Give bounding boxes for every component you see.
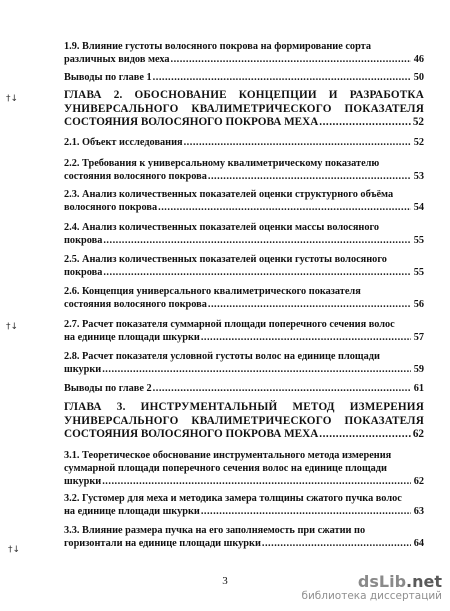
toc-entry-text: 2.5. Анализ количественных показателей оценки густоты волосяного [64, 254, 387, 265]
toc-entry-text: УНИВЕРСАЛЬНОГО КВАЛИМЕТРИЧЕСКОГО ПОКАЗАТЕЛЯ [64, 414, 424, 427]
toc-page-number: 56 [413, 299, 424, 310]
leader-dots [102, 363, 411, 376]
toc-entry-3-1[interactable] [64, 449, 424, 488]
toc-entry-text: Выводы по главе 2 [64, 383, 152, 394]
leader-dots [102, 475, 411, 488]
toc-entry-text: 2.1. Объект исследования [64, 137, 183, 148]
toc-entry-text: горизонтали на единице площади шкурки [64, 538, 261, 549]
toc-entry-text: 3.3. Влияние размера пучка на его заполняемость при сжатии по [64, 525, 366, 536]
toc-entry-text: на единице площади шкурки [64, 506, 200, 517]
toc-entry-text: волосяного покрова [64, 202, 158, 213]
toc-page-number: 52 [412, 116, 424, 128]
toc-entry-chapter-2[interactable] [64, 89, 424, 130]
toc-entry-conclusions-1[interactable] [64, 71, 424, 84]
toc-entry-text: на единице площади шкурки [64, 332, 200, 343]
toc-entry-text: 2.6. Концепция универсального квалиметрического показателя [64, 286, 361, 297]
toc-page-number: 55 [413, 235, 424, 246]
toc-entry-text: УНИВЕРСАЛЬНОГО КВАЛИМЕТРИЧЕСКОГО ПОКАЗАТЕЛЯ [64, 102, 424, 115]
leader-dots [153, 382, 411, 395]
toc-entry-text: ГЛАВА 2. ОБОСНОВАНИЕ КОНЦЕПЦИИ И РАЗРАБОТКА [64, 89, 424, 101]
toc-entry-text: 2.2. Требования к универсальному квалиметрическому показателю [64, 158, 380, 169]
margin-scan-mark: †↓ [6, 322, 19, 332]
margin-scan-mark: †↓ [6, 94, 19, 104]
leader-dots [262, 537, 411, 550]
toc-entry-text: СОСТОЯНИЯ ВОЛОСЯНОГО ПОКРОВА МЕХА [64, 428, 319, 440]
toc-entry-text: различных видов меха [64, 54, 170, 65]
toc-page-number: 57 [413, 332, 424, 343]
toc-entry-2-6[interactable] [64, 285, 424, 311]
site-logo[interactable] [301, 573, 442, 602]
logo-subtitle: библиотека диссертаций [301, 590, 442, 602]
toc-page-number: 64 [413, 538, 424, 549]
toc-entry-3-3[interactable] [64, 524, 424, 550]
toc-entry-2-7[interactable] [64, 318, 424, 344]
margin-scan-mark: †↓ [8, 545, 21, 555]
leader-dots [208, 170, 411, 183]
toc-page-number: 61 [413, 383, 424, 394]
toc-page-number: 55 [413, 267, 424, 278]
leader-dots [201, 331, 411, 344]
toc-entry-text: Выводы по главе 1 [64, 72, 152, 83]
toc-page-number: 46 [413, 54, 424, 65]
toc-entry-text: СОСТОЯНИЯ ВОЛОСЯНОГО ПОКРОВА МЕХА [64, 116, 319, 128]
leader-dots [208, 298, 411, 311]
toc-entry-text: ГЛАВА 3. ИНСТРУМЕНТАЛЬНЫЙ МЕТОД ИЗМЕРЕНИЯ [64, 401, 424, 413]
leader-dots [319, 116, 411, 130]
toc-entry-text: 3.1. Теоретическое обоснование инструментального метода измерения [64, 450, 392, 461]
leader-dots [103, 234, 411, 247]
logo-brand [301, 573, 442, 590]
logo-brand-tld: .net [406, 572, 442, 591]
toc-page-number: 59 [413, 364, 424, 375]
toc-entry-text: состояния волосяного покрова [64, 171, 207, 182]
toc-entry-2-3[interactable] [64, 188, 424, 214]
toc-entry-text: 3.2. Густомер для меха и методика замера толщины сжатого пучка волос [64, 493, 402, 504]
toc-entry-text: шкурки [64, 364, 102, 375]
toc-entry-2-2[interactable] [64, 157, 424, 183]
toc-page-number: 50 [413, 72, 424, 83]
logo-brand-main: dsLib [357, 572, 407, 591]
toc-entry-2-8[interactable] [64, 350, 424, 376]
toc-page-number: 63 [413, 506, 424, 517]
toc-entry-text: суммарной площади поперечного сечения волос на единице площади [64, 463, 387, 474]
toc-entry-text: состояния волосяного покрова [64, 299, 207, 310]
leader-dots [158, 201, 411, 214]
toc-page-number: 53 [413, 171, 424, 182]
toc-entry-chapter-3[interactable] [64, 401, 424, 442]
toc-entry-text: 1.9. Влияние густоты волосяного покрова на формирование сорта [64, 41, 371, 52]
toc-entry-text: покрова [64, 235, 103, 246]
toc-page-number: 52 [413, 137, 424, 148]
toc-entry-text: покрова [64, 267, 103, 278]
page-number: 3 [222, 575, 228, 587]
toc-entry-2-1[interactable] [64, 136, 424, 149]
toc-page-number: 62 [412, 428, 424, 440]
toc-entry-text: 2.8. Расчет показателя условной густоты волос на единице площади [64, 351, 380, 362]
leader-dots [171, 53, 412, 66]
toc-entry-text: 2.7. Расчет показателя суммарной площади поперечного сечения волос [64, 319, 395, 330]
toc-page-number: 62 [413, 476, 424, 487]
toc-entry-text: 2.3. Анализ количественных показателей оценки структурного объёма [64, 189, 394, 200]
toc-entry-3-2[interactable] [64, 492, 424, 518]
leader-dots [103, 266, 411, 279]
leader-dots [201, 505, 411, 518]
leader-dots [319, 428, 411, 442]
toc-entry-text: 2.4. Анализ количественных показателей оценки массы волосяного [64, 222, 380, 233]
leader-dots [184, 136, 411, 149]
toc-entry-2-4[interactable] [64, 221, 424, 247]
toc-entry-2-5[interactable] [64, 253, 424, 279]
toc-page-number: 54 [413, 202, 424, 213]
toc-entry-1-9[interactable] [64, 40, 424, 66]
toc-entry-text: шкурки [64, 476, 102, 487]
toc-entry-conclusions-2[interactable] [64, 382, 424, 395]
leader-dots [153, 71, 411, 84]
